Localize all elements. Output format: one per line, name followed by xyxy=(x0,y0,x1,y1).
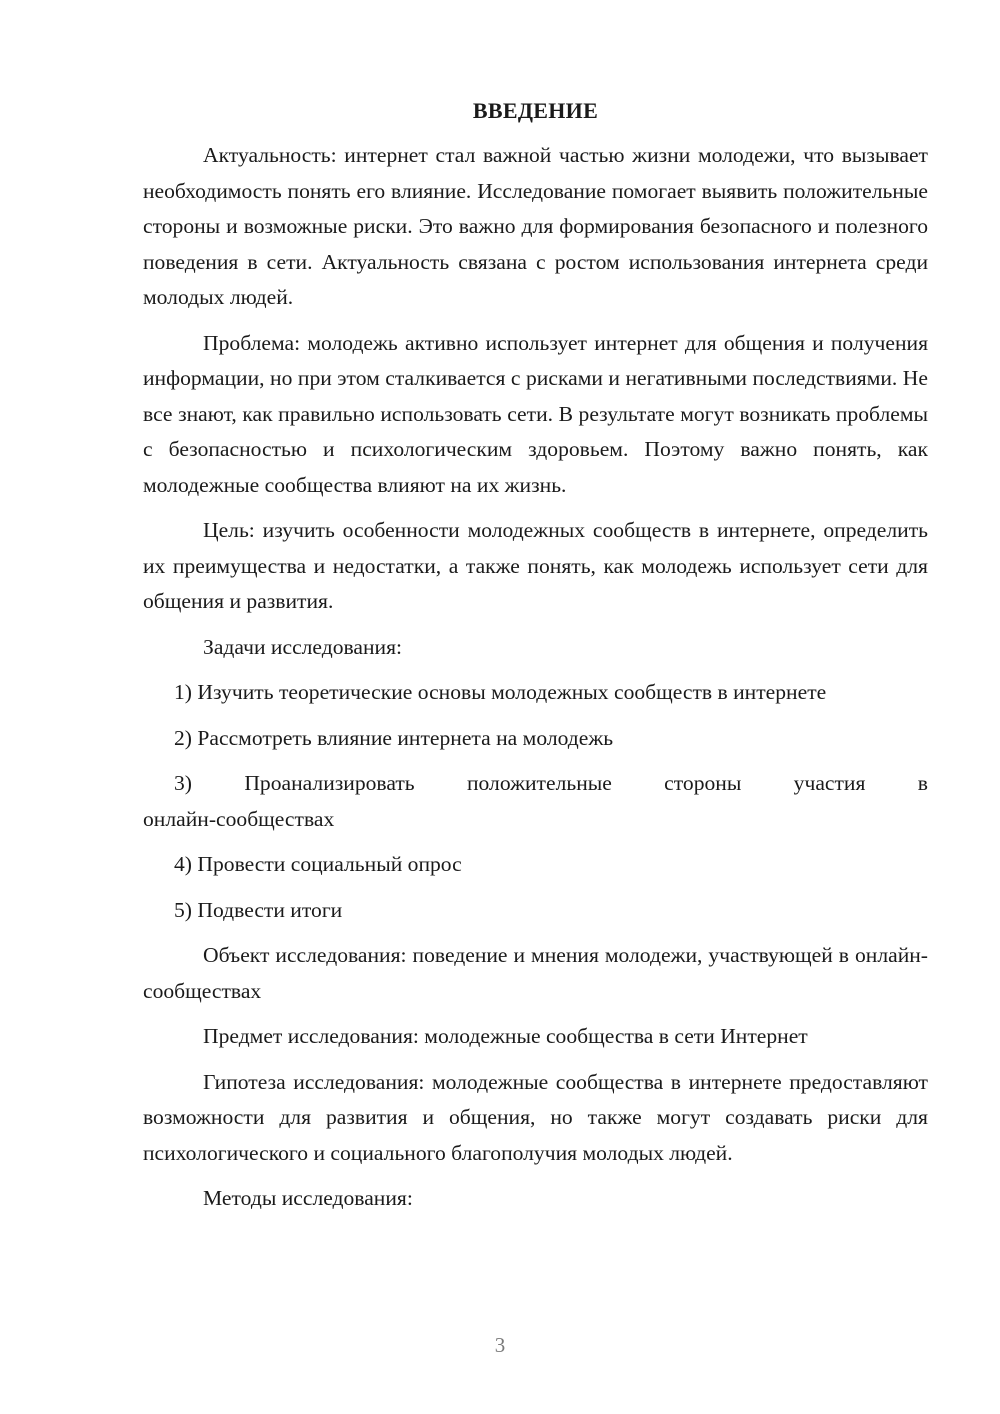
task-item-4: 4) Провести социальный опрос xyxy=(174,852,462,876)
task-3-word: Проанализировать xyxy=(244,771,415,795)
task-3-word: стороны xyxy=(664,771,742,795)
task-3-word: 3) xyxy=(174,771,192,795)
object-paragraph: Объект исследования: поведение и мнения молодежи, участвующей в онлайн-сообществах xyxy=(143,943,928,1003)
task-3-first-line xyxy=(143,766,928,802)
relevance-paragraph: Актуальность: интернет стал важной частью жизни молодежи, что вызывает необходимость понять его влияние. Исследование помогает выявить положительные стороны и возможные риски. Это важно для формирования безопасного и полезного поведения в сети. Актуальность связана с ростом использования интернета среди молодых людей. xyxy=(143,143,928,309)
hypothesis-paragraph: Гипотеза исследования: молодежные сообщества в интернете предоставляют возможности для развития и общения, но также могут создавать риски для психологического и социального благополучия молодых людей. xyxy=(143,1069,928,1165)
page-title: ВВЕДЕНИЕ xyxy=(472,98,599,123)
task-3-continuation: онлайн-сообществах xyxy=(143,806,335,831)
problem-paragraph: Проблема: молодежь активно использует интернет для общения и получения информации, но при этом сталкивается с рисками и негативными последствиями. Не все знают, как правильно использовать сети. В результате могут возникать проблемы с безопасностью и психологическим здоровьем. Поэтому важно понять, как молодежные сообщества влияют на их жизнь. xyxy=(143,330,928,497)
task-3-word: участия xyxy=(793,771,866,795)
subject-paragraph: Предмет исследования: молодежные сообщества в сети Интернет xyxy=(203,1024,808,1048)
task-item-5: 5) Подвести итоги xyxy=(174,897,343,922)
goal-paragraph: Цель: изучить особенности молодежных сообществ в интернете, определить их преимущества и недостатки, а также понять, как молодежь использует сети для общения и развития. xyxy=(143,518,928,613)
task-item-3 xyxy=(143,766,928,837)
page-number: 3 xyxy=(494,1333,506,1357)
tasks-heading: Задачи исследования: xyxy=(203,634,403,659)
task-item-2: 2) Рассмотреть влияние интернета на молодежь xyxy=(174,725,614,750)
task-3-word: в xyxy=(917,771,928,795)
task-3-word: положительные xyxy=(466,771,612,795)
task-item-1: 1) Изучить теоретические основы молодежных сообществ в интернете xyxy=(174,680,827,704)
document-page xyxy=(143,96,928,1227)
methods-heading: Методы исследования: xyxy=(203,1186,413,1210)
